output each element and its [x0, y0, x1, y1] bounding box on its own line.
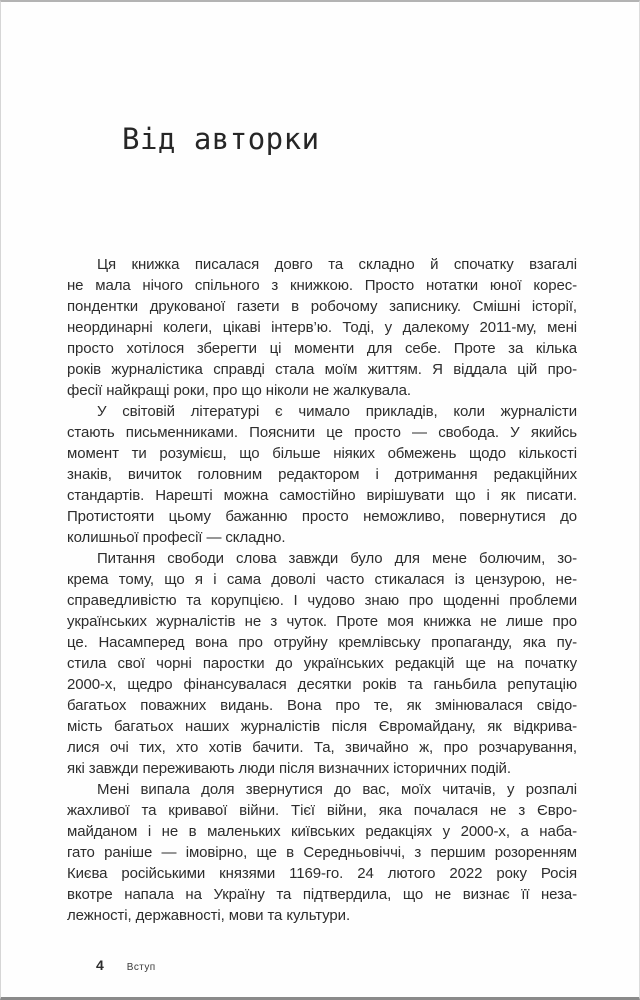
text-line: стандартів. Нарешті можна самостійно вирішувати що і як писати. — [67, 487, 577, 504]
text-line: не мала нічого спільного з книжкою. Просто нотатки юної корес- — [67, 277, 577, 294]
text-line: років журналістика справді стала моїм життям. Я віддала цій про- — [67, 361, 577, 378]
text-line: У світовій літературі є чимало прикладів, коли журналісти — [97, 403, 577, 420]
text-line: гато раніше — імовірно, ще в Середньовіччі, з першим розоренням — [67, 844, 577, 861]
text-line: це. Насамперед вона про отруйну кремлівську пропаганду, яка пу- — [67, 634, 577, 651]
page-number: 4 — [96, 957, 104, 973]
text-line: знаків, вичиток головним редактором і дотримання редакційних — [67, 466, 577, 483]
text-line: колишньої професії — складно. — [67, 529, 286, 546]
text-line: крема тому, що я і сама доволі часто стикалася із цензурою, не- — [67, 571, 577, 588]
text-line: мість багатьох наших журналістів після Євромайдану, як відкрива- — [67, 718, 577, 735]
text-line: стила свої чорні паростки до українських редакцій ще на початку — [67, 655, 577, 672]
text-line: українських журналістів не з чуток. Проте моя книжка не лише про — [67, 613, 577, 630]
text-line: справедливістю та корупцією. І чудово знаю про щоденні проблеми — [67, 592, 577, 609]
text-line: 2000-х, щедро фінансувалася десятки років та ганьбила репутацію — [67, 676, 577, 693]
text-line: фесії найкращі роки, про що ніколи не жалкувала. — [67, 382, 411, 399]
text-line: Питання свободи слова завжди було для мене болючим, зо- — [97, 550, 577, 567]
text-line: стають письменниками. Пояснити це просто — свобода. У якийсь — [67, 424, 577, 441]
text-line: Києва російськими князями 1169-го. 24 лютого 2022 року Росія — [67, 865, 577, 882]
text-line: які завжди переживають люди після визначних історичних подій. — [67, 760, 511, 777]
text-line: просто хотілося зберегти ці моменти для себе. Проте за кілька — [67, 340, 577, 357]
text-line: майданом і не в маленьких київських редакціях у 2000-х, а наба- — [67, 823, 577, 840]
section-label: Вступ — [126, 962, 156, 973]
text-line: вкотре напала на Україну та підтвердила, що не визнає її неза- — [67, 886, 577, 903]
text-line: Протистояти цьому бажанню просто неможливо, повернутися до — [67, 508, 577, 525]
text-line: момент ти розумієш, що більше ніяких обмежень щодо кількості — [67, 445, 577, 462]
text-line: лися очі тих, хто хотів бачити. Та, звичайно ж, про розчарування, — [67, 739, 577, 756]
page-footer — [96, 956, 156, 975]
text-line: жахливої та кривавої війни. Тієї війни, яка почалася не з Євро- — [67, 802, 577, 819]
text-line: неординарні колеги, цікаві інтерв’ю. Тоді, у далекому 2011-му, мені — [67, 319, 577, 336]
text-line: Ця книжка писалася довго та складно й спочатку взагалі — [97, 256, 577, 273]
text-line: Мені випала доля звернутися до вас, моїх читачів, у розпалі — [97, 781, 577, 798]
text-line: пондентки друкованої газети в робочому записнику. Смішні історії, — [67, 298, 577, 315]
page-title: Від авторки — [122, 122, 320, 157]
text-line: лежності, державності, мови та культури. — [67, 907, 351, 924]
body-text — [67, 254, 577, 926]
text-line: багатьох поважних видань. Вона про те, як змінювалася свідо- — [67, 697, 577, 714]
